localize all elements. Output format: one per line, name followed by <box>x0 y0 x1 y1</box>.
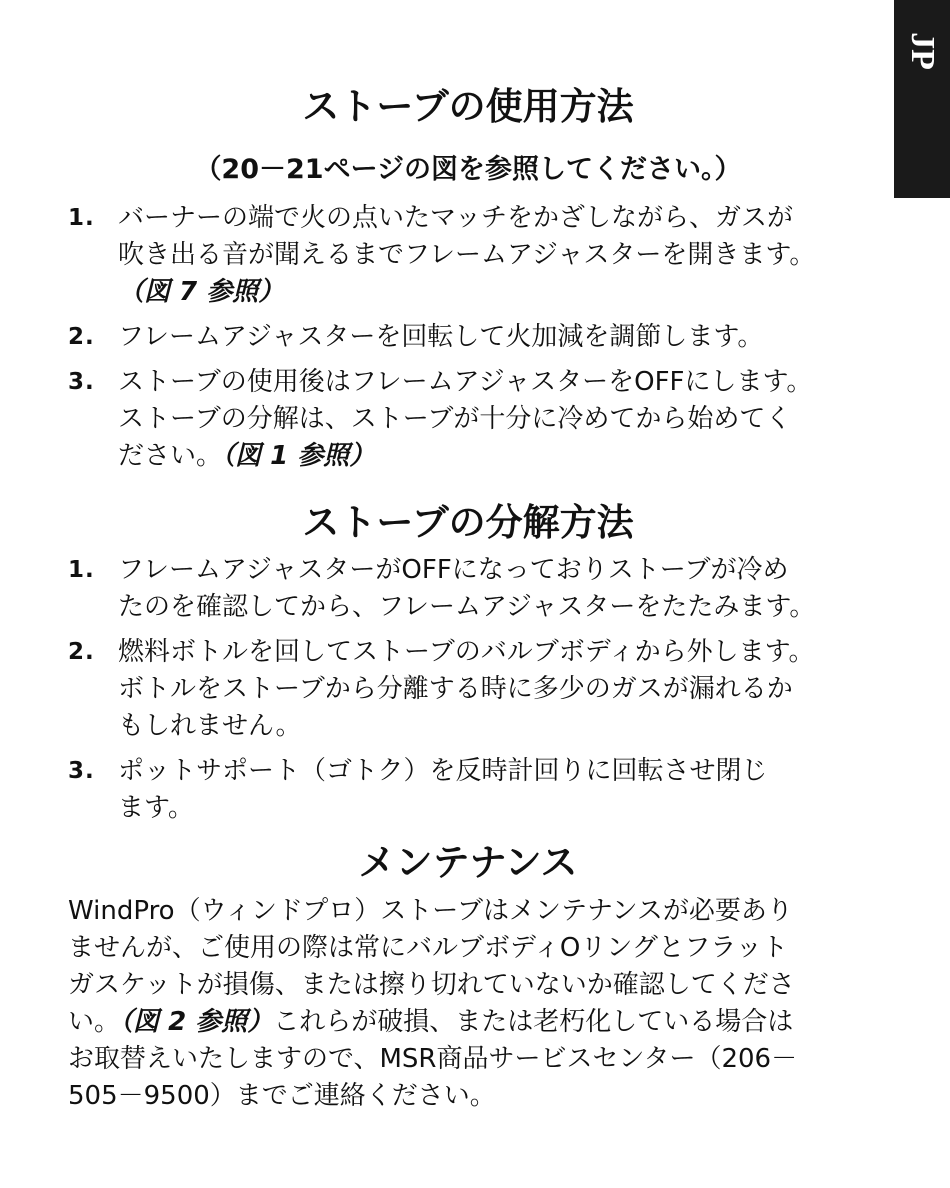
paragraph-line: い。 <box>68 1007 121 1037</box>
list-item <box>68 319 868 356</box>
paragraph-line: ませんが、ご使用の際は常にバルブボディOリングとフラット <box>68 933 788 963</box>
step-number: 2. <box>68 324 95 350</box>
step-number: 3. <box>68 369 95 395</box>
list-item <box>68 753 868 827</box>
paragraph-line: お取替えいたしますので、MSR商品サービスセンター（206－ <box>68 1044 798 1074</box>
step-text: ポットサポート（ゴトク）を反時計回りに回転させ閉じ <box>118 756 768 786</box>
section-subtitle-use: （20－21ページの図を参照してください。） <box>194 154 742 185</box>
paragraph-line: これらが破損、または老朽化している場合は <box>273 1007 794 1037</box>
paragraph-line: WindPro（ウィンドプロ）ストーブはメンテナンスが必要あり <box>68 896 793 926</box>
list-item <box>68 634 868 745</box>
paragraph-line: ガスケットが損傷、または擦り切れていないか確認してくださ <box>68 970 795 1000</box>
step-text: フレームアジャスターを回転して火加減を調節します。 <box>118 322 764 352</box>
language-tab <box>894 0 950 198</box>
step-text: ます。 <box>118 793 194 823</box>
list-item <box>68 552 868 626</box>
section-title-use: ストーブの使用方法 <box>302 85 634 128</box>
step-text: ストーブの分解は、ストーブが十分に冷めてから始めてく <box>118 404 792 434</box>
figure-reference: （図 1 参照） <box>222 441 376 471</box>
figure-reference: （図 2 参照） <box>120 1007 274 1037</box>
section-title-maintenance: メンテナンス <box>358 841 578 884</box>
step-number: 3. <box>68 758 95 784</box>
maintenance-paragraph <box>68 893 868 1115</box>
step-text: もしれません。 <box>118 711 302 741</box>
step-number: 1. <box>68 557 95 583</box>
use-steps-list <box>68 200 868 475</box>
language-tab-label: JP <box>904 32 941 70</box>
list-item <box>68 200 868 311</box>
step-text: ださい。 <box>118 441 223 471</box>
step-text: フレームアジャスターがOFFになっておりストーブが冷め <box>118 555 789 585</box>
step-text: ストーブの使用後はフレームアジャスターをOFFにします。 <box>118 367 813 397</box>
section-title-disassembly: ストーブの分解方法 <box>302 501 634 544</box>
step-text: ボトルをストーブから分離する時に多少のガスが漏れるか <box>118 674 793 704</box>
figure-reference: （図 7 参照） <box>118 277 285 307</box>
paragraph-line: 505－9500）までご連絡ください。 <box>68 1081 496 1111</box>
step-text: 吹き出る音が聞えるまでフレームアジャスターを開きます。 <box>118 240 816 270</box>
step-text: たのを確認してから、フレームアジャスターをたたみます。 <box>118 592 816 622</box>
step-text: 燃料ボトルを回してストーブのバルブボディから外します。 <box>118 637 815 667</box>
step-number: 2. <box>68 639 95 665</box>
disassembly-steps-list <box>68 552 868 827</box>
step-number: 1. <box>68 205 95 231</box>
step-text: バーナーの端で火の点いたマッチをかざしながら、ガスが <box>118 203 793 233</box>
list-item <box>68 364 868 475</box>
